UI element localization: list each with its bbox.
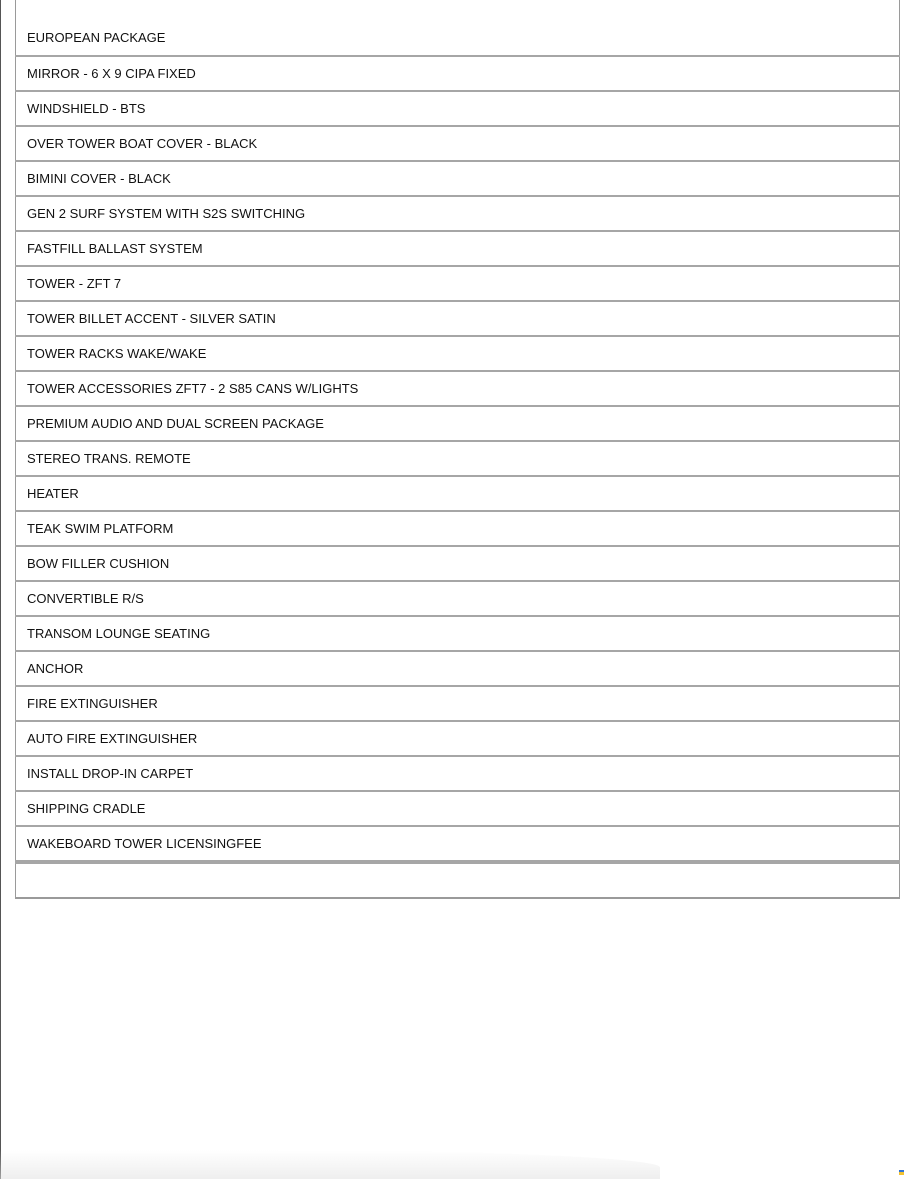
option-item: TEAK SWIM PLATFORM	[16, 511, 900, 546]
table-row	[16, 581, 900, 616]
option-item: SHIPPING CRADLE	[16, 791, 900, 826]
option-item: EUROPEAN PACKAGE	[16, 0, 900, 56]
table-row	[16, 616, 900, 651]
option-item: TRANSOM LOUNGE SEATING	[16, 616, 900, 651]
table-row	[16, 756, 900, 791]
options-table	[15, 0, 900, 899]
option-item: GEN 2 SURF SYSTEM WITH S2S SWITCHING	[16, 196, 900, 231]
table-row	[16, 441, 900, 476]
table-row	[16, 301, 900, 336]
option-item: TOWER BILLET ACCENT - SILVER SATIN	[16, 301, 900, 336]
table-row	[16, 406, 900, 441]
option-item: MIRROR - 6 X 9 CIPA FIXED	[16, 56, 900, 91]
option-item: TOWER ACCESSORIES ZFT7 - 2 S85 CANS W/LIGHTS	[16, 371, 900, 406]
table-row	[16, 231, 900, 266]
option-item: INSTALL DROP-IN CARPET	[16, 756, 900, 791]
option-item: BIMINI COVER - BLACK	[16, 161, 900, 196]
table-row	[16, 266, 900, 301]
table-row	[16, 161, 900, 196]
flag-icon-yellow-band	[899, 1172, 904, 1175]
table-row	[16, 651, 900, 686]
option-item: ANCHOR	[16, 651, 900, 686]
table-row	[16, 196, 900, 231]
option-item: OVER TOWER BOAT COVER - BLACK	[16, 126, 900, 161]
table-row	[16, 0, 900, 56]
table-row	[16, 476, 900, 511]
table-row	[16, 546, 900, 581]
blank-row	[16, 862, 900, 898]
table-row	[16, 371, 900, 406]
page-bottom-shadow	[0, 1150, 660, 1179]
table-row	[16, 826, 900, 862]
table-row	[16, 336, 900, 371]
option-item: PREMIUM AUDIO AND DUAL SCREEN PACKAGE	[16, 406, 900, 441]
table-row	[16, 91, 900, 126]
option-item: STEREO TRANS. REMOTE	[16, 441, 900, 476]
option-item: BOW FILLER CUSHION	[16, 546, 900, 581]
option-item: FASTFILL BALLAST SYSTEM	[16, 231, 900, 266]
table-row	[16, 686, 900, 721]
table-row	[16, 721, 900, 756]
option-item: TOWER - ZFT 7	[16, 266, 900, 301]
option-item: FIRE EXTINGUISHER	[16, 686, 900, 721]
table-row	[16, 791, 900, 826]
page-left-edge	[0, 0, 1, 1179]
blank-cell	[16, 862, 900, 898]
table-row	[16, 126, 900, 161]
option-item: WAKEBOARD TOWER LICENSINGFEE	[16, 826, 900, 862]
table-row	[16, 511, 900, 546]
option-item: AUTO FIRE EXTINGUISHER	[16, 721, 900, 756]
option-item: CONVERTIBLE R/S	[16, 581, 900, 616]
option-item: WINDSHIELD - BTS	[16, 91, 900, 126]
option-item: TOWER RACKS WAKE/WAKE	[16, 336, 900, 371]
table-row	[16, 56, 900, 91]
flag-icon	[899, 1170, 904, 1175]
option-item: HEATER	[16, 476, 900, 511]
